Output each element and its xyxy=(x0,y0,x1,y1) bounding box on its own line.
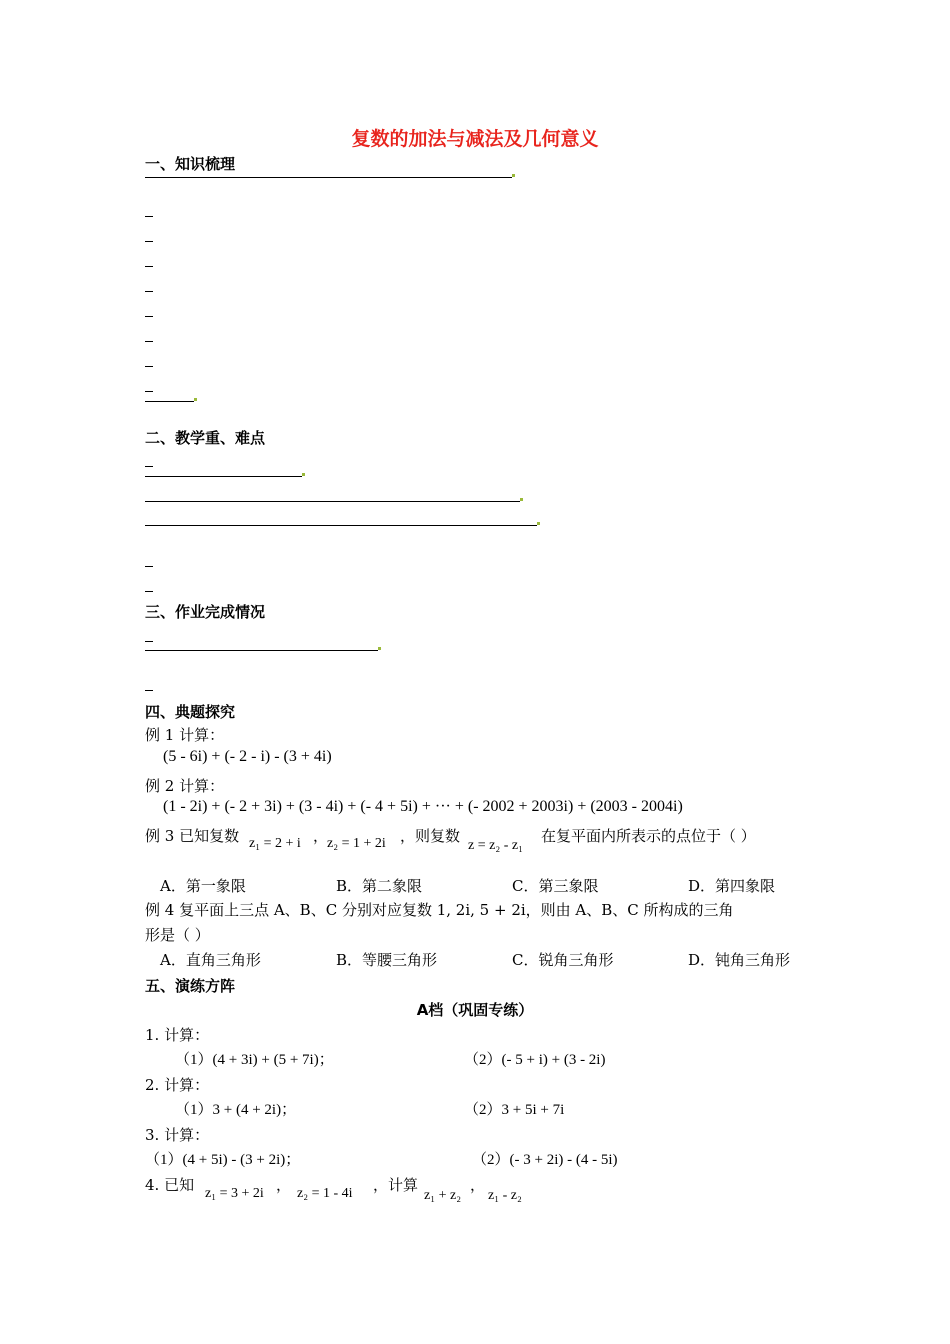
question-1-part-1: （1）(4 + 3i) + (5 + 7i)； xyxy=(175,1052,334,1068)
marker-dot xyxy=(537,522,540,525)
question-2-label: 2. 计算： xyxy=(145,1076,210,1094)
page-title: 复数的加法与减法及几何意义 xyxy=(351,128,599,150)
blank-line xyxy=(145,525,537,526)
option-d: D．第四象限 xyxy=(688,877,776,895)
question-4-z2: z₂ = 1 - 4i xyxy=(297,1186,353,1201)
dash-mark xyxy=(145,216,153,217)
example-2-expression: (1 - 2i) + (- 2 + 3i) + (3 - 4i) + (- 4 + 5i) + ··· + (- 2002 + 2003i) + (2003 - 2004i) xyxy=(163,798,683,815)
dash-mark xyxy=(145,591,153,592)
marker-dot xyxy=(378,647,381,650)
section-heading-practice: 五、演练方阵 xyxy=(145,977,236,995)
example-3-question: 在复平面内所表示的点位于（ ） xyxy=(541,827,756,845)
example-1-label: 例 1 计算： xyxy=(145,726,225,744)
dash-mark xyxy=(145,291,153,292)
dash-mark xyxy=(145,341,153,342)
marker-dot xyxy=(302,473,305,476)
question-1-part-2: （2）(- 5 + i) + (3 - 2i) xyxy=(464,1052,606,1068)
section-heading-knowledge: 一、知识梳理 xyxy=(145,155,236,173)
question-4-comma: ， xyxy=(470,1176,486,1194)
option-b: B．第二象限 xyxy=(336,877,423,895)
dash-mark xyxy=(145,690,153,691)
dash-mark xyxy=(145,641,153,642)
section-heading-focus: 二、教学重、难点 xyxy=(145,429,266,447)
option-a: A．第一象限 xyxy=(160,877,246,895)
question-1-label: 1. 计算： xyxy=(145,1026,210,1044)
example-3-z1: z₁ = 2 + i xyxy=(249,836,301,851)
example-4-text: 形是（ ） xyxy=(145,926,210,944)
dash-mark xyxy=(145,241,153,242)
dash-mark xyxy=(145,566,153,567)
marker-dot xyxy=(194,398,197,401)
example-3-text: 例 3 已知复数 xyxy=(145,827,240,845)
blank-line xyxy=(145,501,520,502)
blank-line xyxy=(145,476,302,477)
question-4-sum: z₁ + z₂ xyxy=(424,1188,462,1203)
section-heading-examples: 四、典题探究 xyxy=(145,703,236,721)
example-3-text: ，则复数 xyxy=(400,827,461,845)
question-4-comma: ， xyxy=(276,1176,292,1194)
option-b: B．等腰三角形 xyxy=(336,951,438,969)
example-2-label: 例 2 计算： xyxy=(145,777,225,795)
example-3-z: z = z₂ - z₁ xyxy=(468,838,523,853)
blank-line xyxy=(145,401,194,402)
question-4-z1: z₁ = 3 + 2i xyxy=(205,1186,264,1201)
question-4-diff: z₁ - z₂ xyxy=(488,1188,522,1203)
dash-mark xyxy=(145,366,153,367)
example-4-text: 例 4 复平面上三点 A、B、C 分别对应复数 1, 2i, 5 + 2i，则由 A、B、C 所构成的三角 xyxy=(145,901,734,919)
example-3-z2: z₂ = 1 + 2i xyxy=(327,836,386,851)
dash-mark xyxy=(145,391,153,392)
option-c: C．第三象限 xyxy=(512,877,599,895)
example-1-expression: (5 - 6i) + (- 2 - i) - (3 + 4i) xyxy=(163,748,332,765)
dash-mark xyxy=(145,466,153,467)
marker-dot xyxy=(520,498,523,501)
example-3-comma: ， xyxy=(313,827,329,845)
blank-line xyxy=(145,177,512,178)
blank-line xyxy=(145,650,378,651)
option-d: D．钝角三角形 xyxy=(688,951,791,969)
level-heading: A档（巩固专练） xyxy=(416,1001,534,1019)
question-2-part-1: （1）3 + (4 + 2i)； xyxy=(175,1102,297,1118)
marker-dot xyxy=(512,174,515,177)
option-a: A．直角三角形 xyxy=(160,951,261,969)
section-heading-homework: 三、作业完成情况 xyxy=(145,603,266,621)
question-3-part-1: （1）(4 + 5i) - (3 + 2i)； xyxy=(145,1152,301,1168)
question-3-part-2: （2）(- 3 + 2i) - (4 - 5i) xyxy=(472,1152,618,1168)
dash-mark xyxy=(145,316,153,317)
question-2-part-2: （2）3 + 5i + 7i xyxy=(464,1102,565,1118)
dash-mark xyxy=(145,266,153,267)
question-3-label: 3. 计算： xyxy=(145,1126,210,1144)
question-4-text: 4. 已知 xyxy=(145,1176,195,1194)
question-4-text: ，计算 xyxy=(373,1176,419,1194)
option-c: C．锐角三角形 xyxy=(512,951,614,969)
